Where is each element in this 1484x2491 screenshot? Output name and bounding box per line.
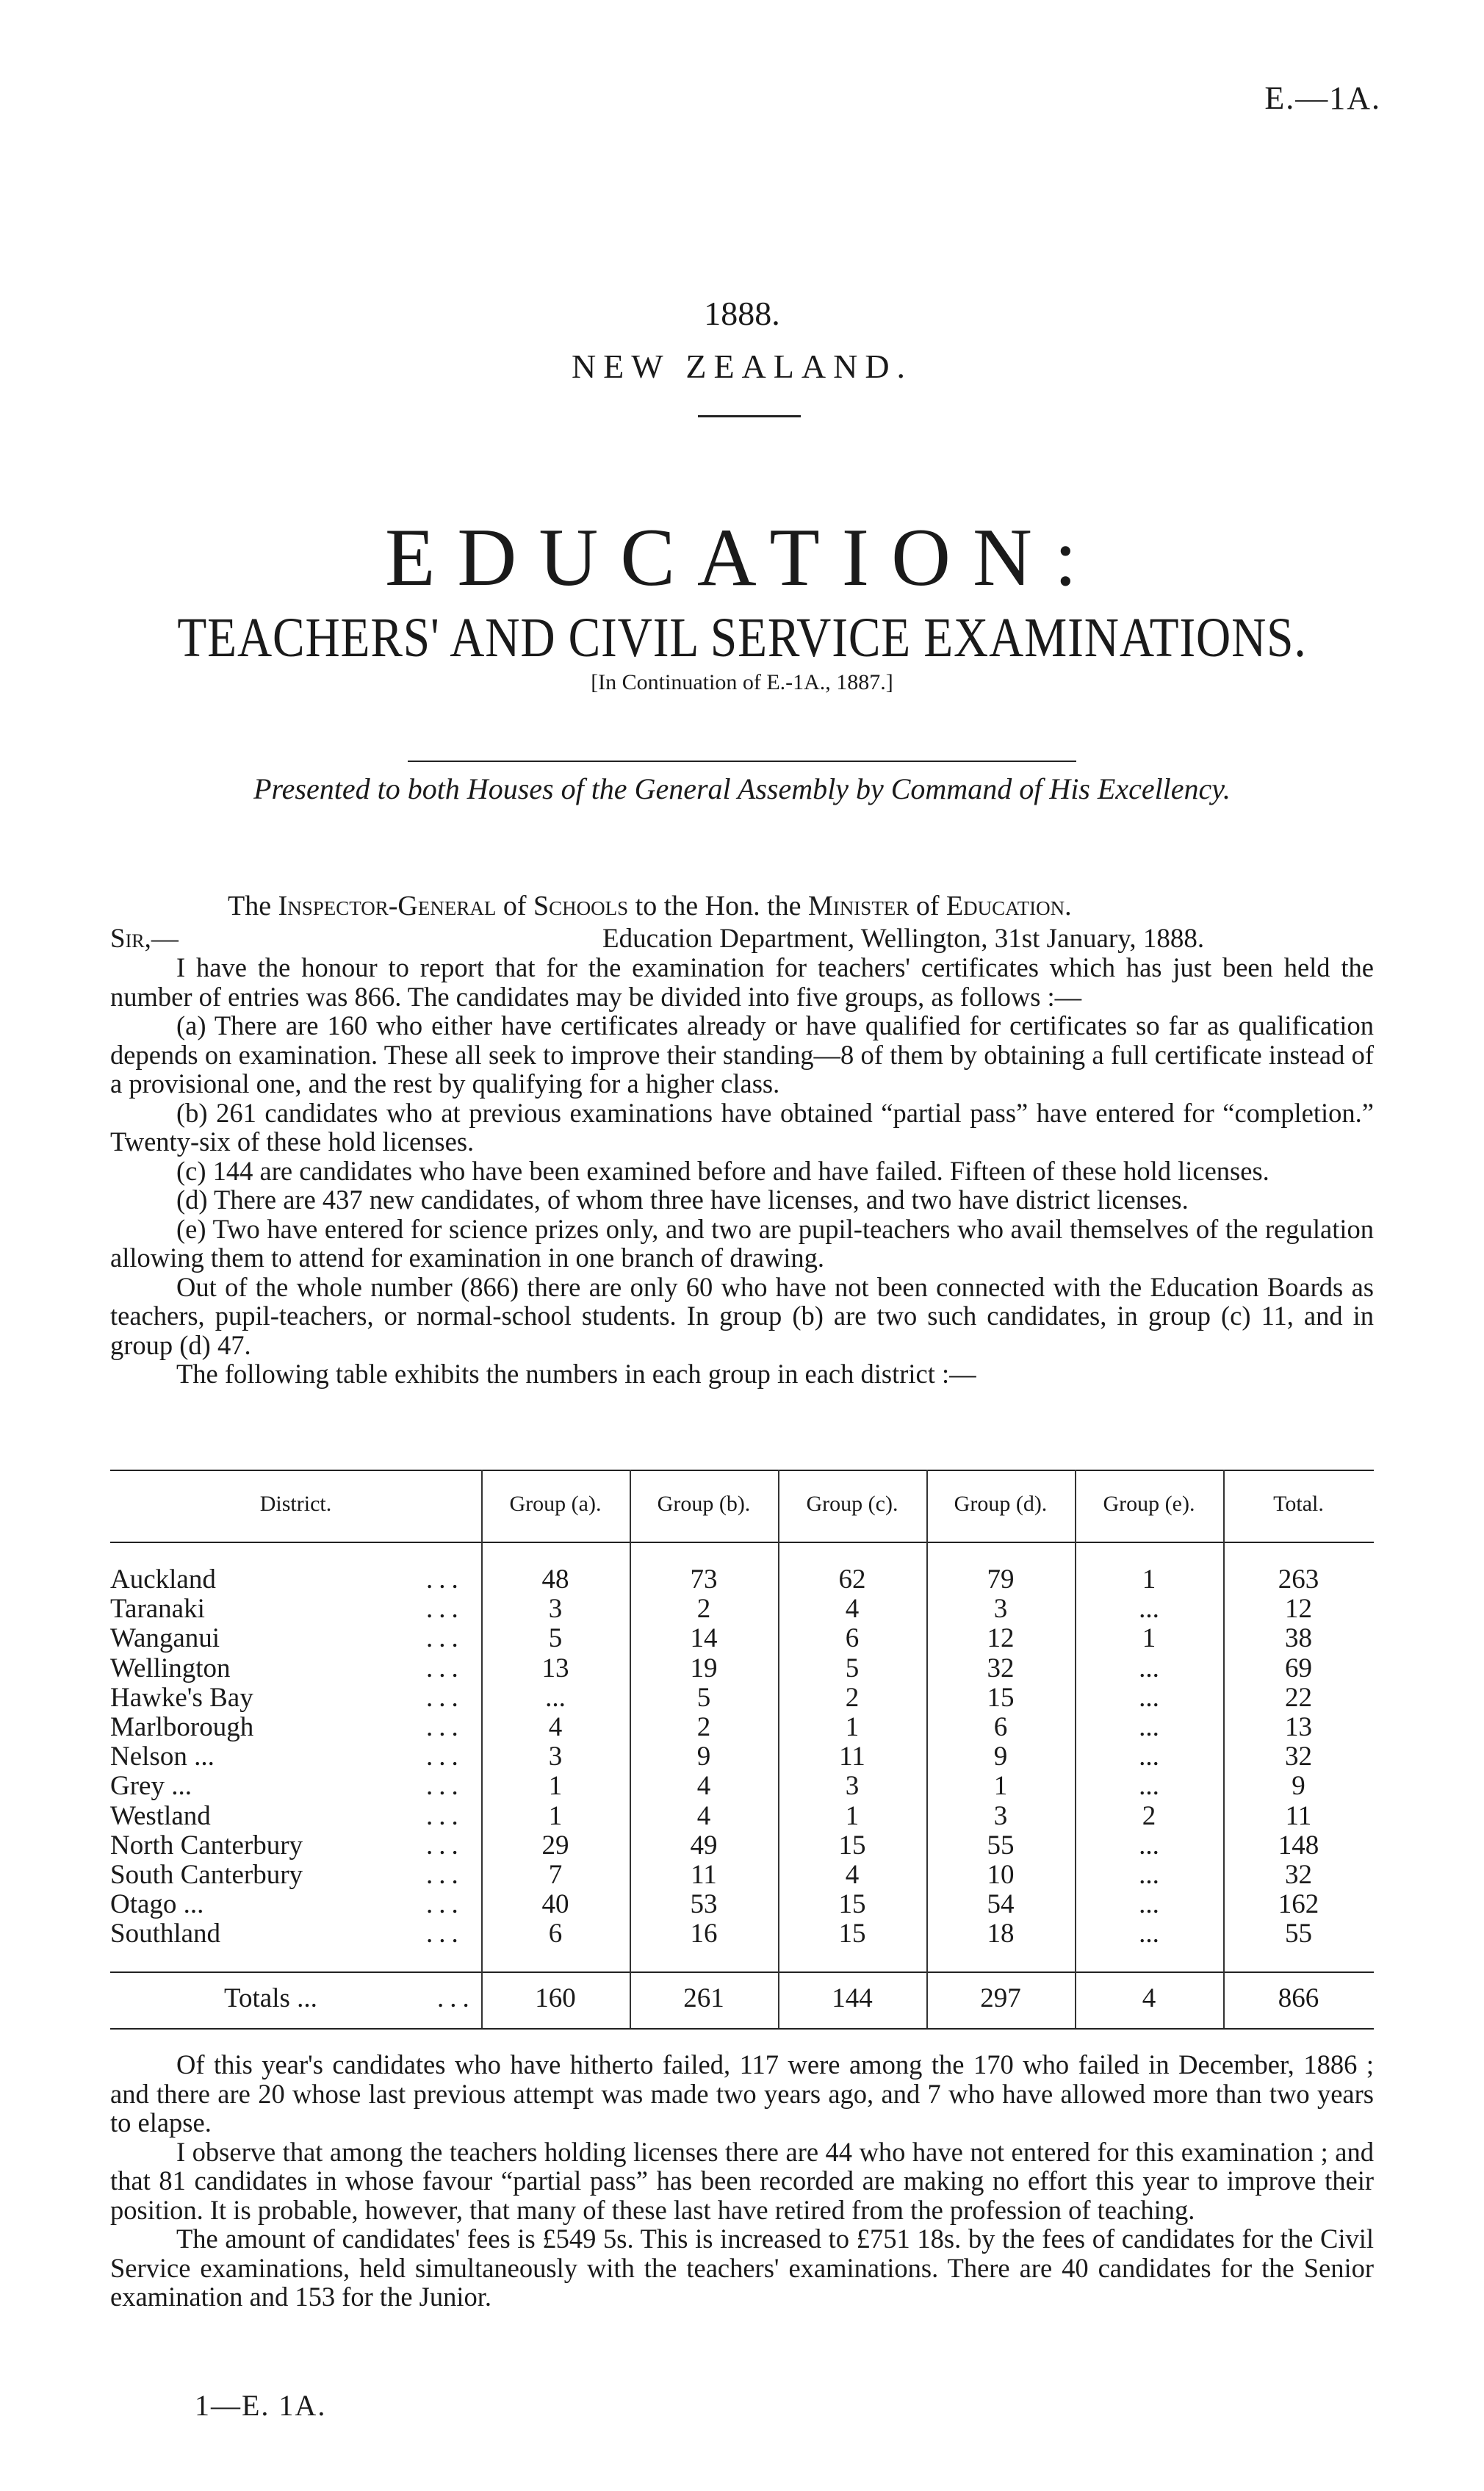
cell-total: 69: [1285, 1653, 1312, 1683]
cell-total: 263: [1278, 1564, 1319, 1595]
paragraph: (d) There are 437 new candidates, of whom three have licenses, and two have district licenses.: [176, 1185, 1189, 1215]
total-b: 261: [683, 1983, 724, 2013]
cell-b: 49: [690, 1830, 718, 1861]
leader-dots: ...: [426, 1564, 464, 1595]
cell-total: 148: [1278, 1830, 1319, 1861]
footer-reference: 1—E. 1A.: [195, 2389, 327, 2422]
cell-total: 22: [1285, 1682, 1312, 1713]
divider: [698, 415, 801, 417]
page-reference: E.—1A.: [1264, 80, 1381, 116]
cell-d: 3: [993, 1594, 1008, 1625]
cell-e: ...: [1139, 1830, 1159, 1861]
leader-dots: ...: [426, 1741, 464, 1772]
cell-e: 1: [1142, 1564, 1156, 1595]
cell-c: 3: [845, 1771, 860, 1802]
cell-a: 13: [541, 1653, 569, 1683]
cell-b: 9: [696, 1741, 711, 1772]
col-header-group-c: Group (c).: [806, 1492, 898, 1516]
cell-d: 18: [987, 1919, 1015, 1949]
paragraph: (a) There are 160 who either have certificates already or have qualified for certificates so far as qualification depends on examination. These all seek to improve their standing—8 of them by obtaining a full certificate instead of a provisional one, and the rest by qualifying for a higher class.: [110, 1010, 1374, 1099]
cell-e: ...: [1139, 1712, 1159, 1742]
letter-header: The Inspector-General of Schools to the Hon. the Minister of Education.: [228, 891, 1072, 921]
cell-b: 11: [691, 1860, 717, 1890]
cell-c: 5: [845, 1653, 860, 1683]
continuation-note: [In Continuation of E.-1A., 1887.]: [591, 670, 893, 694]
leader-dots: ...: [437, 1983, 475, 2013]
cell-b: 53: [690, 1889, 718, 1920]
cell-d: 32: [987, 1653, 1015, 1683]
total-a: 160: [535, 1983, 576, 2013]
cell-b: 14: [690, 1623, 718, 1654]
cell-e: ...: [1139, 1860, 1159, 1890]
year: 1888.: [704, 295, 780, 332]
paragraph: Of this year's candidates who have hitherto failed, 117 were among the 170 who failed in December, 1886 ; and there are 20 whose last previous attempt was made two years ago, and 7 who have allowed more than two years to elapse.: [110, 2049, 1374, 2138]
cell-e: ...: [1139, 1919, 1159, 1949]
letter-body: [110, 953, 1374, 1389]
cell-b: 4: [696, 1800, 711, 1831]
leader-dots: ...: [426, 1594, 464, 1625]
cell-e: ...: [1139, 1771, 1159, 1802]
cell-b: 4: [696, 1771, 711, 1802]
country: NEW ZEALAND.: [571, 348, 913, 385]
leader-dots: ...: [426, 1830, 464, 1861]
total-all: 866: [1278, 1983, 1319, 2013]
paragraph: (b) 261 candidates who at previous examinations have obtained “partial pass” have entered for “completion.” Twenty-six of these hold licenses.: [110, 1097, 1374, 1157]
col-header-group-b: Group (b).: [657, 1492, 751, 1516]
col-header-district: District.: [259, 1492, 332, 1516]
col-header-total: Total.: [1273, 1492, 1324, 1516]
leader-dots: ...: [426, 1771, 464, 1802]
totals-label: Totals ...: [224, 1983, 317, 2013]
cell-e: ...: [1139, 1682, 1159, 1713]
col-header-group-e: Group (e).: [1103, 1492, 1195, 1516]
leader-dots: ...: [426, 1889, 464, 1920]
cell-b: 19: [690, 1653, 718, 1683]
leader-dots: ...: [426, 1860, 464, 1890]
district-name: Otago ...: [110, 1889, 204, 1920]
cell-d: 79: [987, 1564, 1015, 1595]
leader-dots: ...: [426, 1919, 464, 1949]
cell-c: 15: [838, 1830, 866, 1861]
cell-b: 2: [696, 1594, 711, 1625]
cell-a: 3: [548, 1594, 563, 1625]
paragraph: The amount of candidates' fees is £549 5s. This is increased to £751 18s. by the fees of candidates for the Civil Service examinations, held simultaneously with the teachers' examinations. There are 40 candidates for the Senior examination and 153 for the Junior.: [110, 2224, 1374, 2312]
cell-e: ...: [1139, 1594, 1159, 1625]
cell-b: 73: [690, 1564, 718, 1595]
cell-e: 2: [1142, 1800, 1156, 1831]
leader-dots: ...: [426, 1653, 464, 1683]
cell-c: 4: [845, 1860, 860, 1890]
district-name: Wellington: [110, 1653, 231, 1683]
cell-d: 6: [993, 1712, 1008, 1742]
cell-c: 15: [838, 1889, 866, 1920]
presented-line: Presented to both Houses of the General Assembly by Command of His Excellency.: [253, 772, 1231, 805]
col-header-group-d: Group (d).: [954, 1492, 1048, 1516]
district-name: Southland: [110, 1919, 221, 1949]
salutation: Sir,—: [110, 924, 179, 954]
district-name: Westland: [110, 1800, 211, 1831]
cell-d: 10: [987, 1860, 1015, 1890]
district-name: North Canterbury: [110, 1830, 303, 1861]
leader-dots: ...: [426, 1712, 464, 1742]
cell-a: ...: [545, 1682, 566, 1713]
district-name: Hawke's Bay: [110, 1682, 253, 1713]
cell-a: 1: [548, 1800, 563, 1831]
cell-c: 11: [839, 1741, 865, 1772]
cell-a: 40: [541, 1889, 569, 1920]
district-name: Auckland: [110, 1564, 216, 1595]
cell-e: ...: [1139, 1889, 1159, 1920]
cell-a: 48: [541, 1564, 569, 1595]
cell-e: ...: [1139, 1653, 1159, 1683]
cell-total: 13: [1285, 1712, 1312, 1742]
cell-total: 32: [1285, 1860, 1312, 1890]
cell-c: 1: [845, 1800, 860, 1831]
cell-a: 7: [548, 1860, 563, 1890]
cell-e: 1: [1142, 1623, 1156, 1654]
district-name: Taranaki: [110, 1594, 205, 1625]
cell-total: 55: [1285, 1919, 1312, 1949]
cell-b: 16: [690, 1919, 718, 1949]
cell-a: 6: [548, 1919, 563, 1949]
cell-total: 38: [1285, 1623, 1312, 1654]
cell-c: 6: [845, 1623, 860, 1654]
cell-b: 2: [696, 1712, 711, 1742]
paragraph: The following table exhibits the numbers in each group in each district :—: [176, 1359, 976, 1389]
paragraph: I observe that among the teachers holding licenses there are 44 who have not entered for this examination ; and that 81 candidates in whose favour “partial pass” has been recorded are making no effort this year to improve their position. It is probable, however, that many of these last have retired from the profession of teaching.: [110, 2136, 1374, 2225]
district-name: Nelson ...: [110, 1741, 215, 1772]
paragraph: (e) Two have entered for science prizes only, and two are pupil-teachers who avail themselves of the regulation allowing them to attend for examination in one branch of drawing.: [110, 1213, 1374, 1273]
cell-a: 29: [541, 1830, 569, 1861]
cell-c: 62: [838, 1564, 866, 1595]
cell-d: 12: [987, 1623, 1015, 1654]
cell-c: 1: [845, 1712, 860, 1742]
cell-total: 32: [1285, 1741, 1312, 1772]
cell-a: 4: [548, 1712, 563, 1742]
district-name: Wanganui: [110, 1623, 220, 1654]
leader-dots: ...: [426, 1800, 464, 1831]
district-name: South Canterbury: [110, 1860, 303, 1890]
cell-total: 162: [1278, 1889, 1319, 1920]
col-header-group-a: Group (a).: [509, 1492, 602, 1516]
dept-line: Education Department, Wellington, 31st January, 1888.: [602, 924, 1205, 954]
cell-total: 11: [1285, 1800, 1312, 1831]
cell-d: 55: [987, 1830, 1015, 1861]
cell-total: 12: [1285, 1594, 1312, 1625]
cell-c: 2: [845, 1682, 860, 1713]
document-subtitle: TEACHERS' AND CIVIL SERVICE EXAMINATIONS.: [177, 607, 1307, 669]
divider: [408, 761, 1076, 762]
cell-d: 9: [993, 1741, 1008, 1772]
total-c: 144: [832, 1983, 873, 2013]
cell-a: 3: [548, 1741, 563, 1772]
cell-c: 4: [845, 1594, 860, 1625]
cell-d: 1: [993, 1771, 1008, 1802]
paragraph: Out of the whole number (866) there are only 60 who have not been connected with the Education Boards as teachers, pupil-teachers, or normal-school students. In group (b) are two such candidates, in group (c) 11, and in group (d) 47.: [110, 1271, 1374, 1360]
cell-e: ...: [1139, 1741, 1159, 1772]
cell-d: 54: [987, 1889, 1015, 1920]
leader-dots: ...: [426, 1682, 464, 1713]
leader-dots: ...: [426, 1623, 464, 1654]
total-e: 4: [1142, 1983, 1156, 2013]
cell-c: 15: [838, 1919, 866, 1949]
district-name: Grey ...: [110, 1771, 192, 1802]
total-d: 297: [980, 1983, 1021, 2013]
paragraph: (c) 144 are candidates who have been examined before and have failed. Fifteen of these hold licenses.: [176, 1155, 1269, 1186]
district-name: Marlborough: [110, 1712, 254, 1742]
document-title: EDUCATION:: [385, 512, 1099, 603]
cell-b: 5: [696, 1682, 711, 1713]
closing-body: [110, 2050, 1374, 2312]
cell-d: 3: [993, 1800, 1008, 1831]
cell-a: 1: [548, 1771, 563, 1802]
paragraph: I have the honour to report that for the examination for teachers' certificates which has just been held the number of entries was 866. The candidates may be divided into five groups, as follows :—: [110, 952, 1374, 1012]
cell-a: 5: [548, 1623, 563, 1654]
cell-d: 15: [987, 1682, 1015, 1713]
cell-total: 9: [1292, 1771, 1305, 1802]
